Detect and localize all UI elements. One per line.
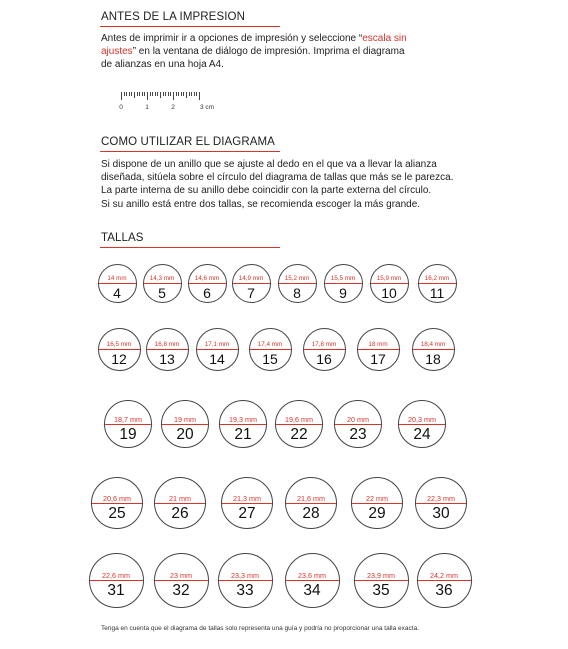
ruler-minor-tick	[129, 92, 130, 96]
diameter-line	[399, 424, 445, 425]
diameter-line	[286, 580, 339, 581]
ring-size-number: 34	[303, 582, 321, 599]
text-fragment: ” en la ventana de diálogo de impresión. Imprima el diagrama	[132, 46, 405, 58]
ring-size-number: 24	[413, 426, 431, 443]
text-line: de alianzas en una hoja A4.	[101, 59, 224, 71]
diameter-line	[279, 283, 316, 284]
diameter-line	[286, 503, 336, 504]
ring-size-number: 5	[158, 285, 166, 301]
ruler-major-tick	[147, 92, 148, 100]
ruler-minor-tick	[163, 92, 164, 96]
text-line	[101, 32, 481, 45]
diameter-line	[250, 349, 291, 350]
diameter-line	[90, 580, 143, 581]
ring-size-circle	[98, 328, 141, 371]
ring-size-circle	[357, 328, 400, 371]
ring-size-number: 31	[107, 582, 125, 599]
ring-size-circle	[412, 328, 455, 371]
ring-size-number: 9	[339, 285, 347, 301]
diameter-label: 23,3 mm	[231, 571, 259, 580]
ring-size-number: 32	[172, 582, 190, 599]
diameter-label: 20 mm	[347, 415, 369, 424]
ruler-minor-tick	[183, 92, 184, 96]
diameter-line	[371, 283, 408, 284]
diameter-label: 18,7 mm	[114, 415, 142, 424]
diameter-line	[355, 580, 408, 581]
ring-size-circle	[232, 264, 271, 303]
ring-size-circle	[278, 264, 317, 303]
ring-size-circle	[161, 400, 209, 448]
ruler-minor-tick	[124, 92, 125, 96]
diameter-line	[99, 283, 136, 284]
ring-size-circle	[334, 400, 382, 448]
diameter-label: 23,6 mm	[298, 571, 326, 580]
ring-size-number: 14	[209, 351, 225, 367]
diameter-label: 19,6 mm	[285, 415, 313, 424]
ruler-minor-tick	[165, 92, 166, 96]
diameter-label: 20,3 mm	[408, 415, 436, 424]
diameter-line	[352, 503, 402, 504]
ring-size-number: 4	[113, 285, 121, 301]
ruler-minor-tick	[152, 92, 153, 96]
ruler-minor-tick	[131, 92, 132, 96]
ring-size-circle	[196, 328, 239, 371]
ring-size-circle	[285, 553, 340, 608]
diameter-label: 21,3 mm	[233, 494, 261, 503]
ring-size-circle	[285, 477, 337, 529]
diameter-label: 17,4 mm	[257, 341, 283, 348]
ring-size-number: 20	[176, 426, 194, 443]
ring-size-number: 15	[262, 351, 278, 367]
ring-size-number: 12	[111, 351, 127, 367]
diameter-label: 15,2 mm	[284, 275, 310, 282]
ring-size-number: 10	[381, 285, 397, 301]
ring-size-circle	[104, 400, 152, 448]
ring-size-circle	[98, 264, 137, 303]
ring-size-number: 36	[435, 582, 453, 599]
diameter-line	[335, 424, 381, 425]
ruler-minor-tick	[186, 92, 187, 98]
ring-size-circle	[351, 477, 403, 529]
ring-size-circle	[324, 264, 363, 303]
diameter-line	[222, 503, 272, 504]
ring-size-number: 7	[247, 285, 255, 301]
diameter-label: 19 mm	[174, 415, 196, 424]
diameter-line	[416, 503, 466, 504]
ring-size-number: 27	[238, 505, 256, 522]
diameter-line	[147, 349, 188, 350]
ring-size-number: 33	[236, 582, 254, 599]
ruler-minor-tick	[168, 92, 169, 96]
ruler-minor-tick	[194, 92, 195, 96]
ring-size-circle	[218, 553, 273, 608]
ring-size-number: 29	[368, 505, 386, 522]
ring-size-number: 18	[425, 351, 441, 367]
ring-size-circle	[418, 264, 457, 303]
ruler-minor-tick	[189, 92, 190, 96]
diameter-line	[219, 580, 272, 581]
ruler-minor-tick	[191, 92, 192, 96]
ring-size-circle	[188, 264, 227, 303]
diameter-label: 15,5 mm	[330, 275, 356, 282]
ring-size-number: 26	[171, 505, 189, 522]
diameter-label: 18,4 mm	[420, 341, 446, 348]
ring-size-circle	[415, 477, 467, 529]
diameter-line	[92, 503, 142, 504]
diameter-label: 23,9 mm	[367, 571, 395, 580]
ring-size-circle	[303, 328, 346, 371]
ring-size-circle	[370, 264, 409, 303]
ring-size-circle	[154, 477, 206, 529]
ring-size-number: 22	[290, 426, 308, 443]
text-line: diseñada, sitúela sobre el círculo del diagrama de tallas que más se le parezca.	[101, 172, 454, 184]
ruler-minor-tick	[178, 92, 179, 96]
ruler-minor-tick	[137, 92, 138, 96]
ruler-minor-tick	[155, 92, 156, 96]
text-line: Si dispone de un anillo que se ajuste al dedo en el que va a llevar la alianza	[101, 159, 437, 170]
section-title-before-printing: ANTES DE LA IMPRESION	[101, 11, 245, 23]
ring-size-number: 16	[316, 351, 332, 367]
text-line: La parte interna de su anillo debe coincidir con la parte externa del círculo.	[101, 185, 432, 197]
ring-size-number: 30	[432, 505, 450, 522]
ring-size-number: 28	[302, 505, 320, 522]
ring-size-circle	[91, 477, 143, 529]
diameter-line	[155, 580, 208, 581]
diameter-line	[418, 580, 471, 581]
diameter-label: 16,2 mm	[424, 275, 450, 282]
diameter-label: 14,3 mm	[149, 275, 175, 282]
ring-size-circle	[249, 328, 292, 371]
ruler-minor-tick	[181, 92, 182, 96]
text-line	[101, 45, 481, 58]
highlight-text: ajustes	[101, 46, 133, 58]
how-to-use-text	[101, 158, 481, 211]
diameter-label: 17,8 mm	[311, 341, 337, 348]
diameter-line	[144, 283, 181, 284]
diameter-label: 14,9 mm	[238, 275, 264, 282]
diameter-label: 18 mm	[368, 341, 388, 348]
section-divider	[100, 247, 280, 248]
ring-size-number: 8	[293, 285, 301, 301]
ruler-label: 2	[171, 104, 175, 111]
diameter-label: 19,3 mm	[229, 415, 257, 424]
ring-size-number: 21	[234, 426, 252, 443]
ruler-major-tick	[121, 92, 122, 100]
ruler-minor-tick	[142, 92, 143, 96]
ruler-label: 0	[119, 104, 123, 111]
ruler-minor-tick	[157, 92, 158, 96]
ring-size-number: 25	[108, 505, 126, 522]
diameter-label: 20,6 mm	[103, 494, 131, 503]
diameter-line	[99, 349, 140, 350]
section-title-how-to-use: COMO UTILIZAR EL DIAGRAMA	[101, 136, 275, 148]
ring-size-circle	[398, 400, 446, 448]
ring-size-circle	[146, 328, 189, 371]
diameter-line	[304, 349, 345, 350]
diameter-label: 22,6 mm	[102, 571, 130, 580]
ruler-minor-tick	[160, 92, 161, 98]
section-divider	[100, 26, 280, 27]
section-title-sizes: TALLAS	[101, 232, 144, 244]
ruler-label: 3 cm	[199, 104, 215, 111]
ring-size-circle	[417, 553, 472, 608]
text-line: Si su anillo está entre dos tallas, se recomienda escoger la más grande.	[101, 198, 421, 210]
diameter-line	[276, 424, 322, 425]
ring-size-number: 13	[159, 351, 175, 367]
text-fragment: Antes de imprimir ir a opciones de impresión y seleccione “	[101, 33, 363, 44]
ring-size-number: 6	[203, 285, 211, 301]
diameter-label: 21,6 mm	[297, 494, 325, 503]
diameter-line	[155, 503, 205, 504]
ruler-label: 1	[145, 104, 149, 111]
ruler-minor-tick	[144, 92, 145, 96]
diameter-label: 23 mm	[170, 571, 192, 580]
ruler-minor-tick	[126, 92, 127, 96]
ruler-major-tick	[173, 92, 174, 100]
ruler-minor-tick	[176, 92, 177, 96]
diameter-label: 22 mm	[366, 494, 388, 503]
ring-size-number: 35	[372, 582, 390, 599]
ring-size-circle	[219, 400, 267, 448]
footnote: Tenga en cuenta que el diagrama de tallas solo representa una guía y podría no proporcionar una talla exacta.	[101, 625, 419, 632]
diameter-label: 16,5 mm	[106, 341, 132, 348]
diameter-label: 14 mm	[107, 275, 127, 282]
ring-size-number: 17	[370, 351, 386, 367]
ruler-minor-tick	[150, 92, 151, 96]
ruler-minor-tick	[139, 92, 140, 96]
diameter-line	[220, 424, 266, 425]
section-divider	[100, 151, 280, 152]
diameter-line	[197, 349, 238, 350]
diameter-line	[233, 283, 270, 284]
ring-size-number: 23	[349, 426, 367, 443]
diameter-line	[358, 349, 399, 350]
diameter-line	[189, 283, 226, 284]
diameter-label: 15,9 mm	[376, 275, 402, 282]
ring-size-circle	[221, 477, 273, 529]
diameter-label: 21 mm	[169, 494, 191, 503]
ruler-minor-tick	[170, 92, 171, 96]
diameter-line	[105, 424, 151, 425]
diameter-label: 22,3 mm	[427, 494, 455, 503]
ring-size-circle	[154, 553, 209, 608]
ruler-scale	[121, 92, 221, 114]
diameter-label: 14,6 mm	[194, 275, 220, 282]
diameter-line	[413, 349, 454, 350]
before-printing-text	[101, 32, 481, 72]
ring-size-circle	[143, 264, 182, 303]
ring-size-number: 19	[119, 426, 137, 443]
ring-size-circle	[89, 553, 144, 608]
ruler-major-tick	[199, 92, 200, 100]
ring-size-circle	[354, 553, 409, 608]
diameter-line	[162, 424, 208, 425]
ring-size-circle	[275, 400, 323, 448]
highlight-text: escala sin	[362, 33, 407, 44]
diameter-label: 16,8 mm	[154, 341, 180, 348]
diameter-label: 17,1 mm	[204, 341, 230, 348]
ruler-minor-tick	[196, 92, 197, 96]
ruler-minor-tick	[134, 92, 135, 98]
diameter-label: 24,2 mm	[430, 571, 458, 580]
diameter-line	[419, 283, 456, 284]
ring-size-number: 11	[429, 285, 445, 301]
diameter-line	[325, 283, 362, 284]
